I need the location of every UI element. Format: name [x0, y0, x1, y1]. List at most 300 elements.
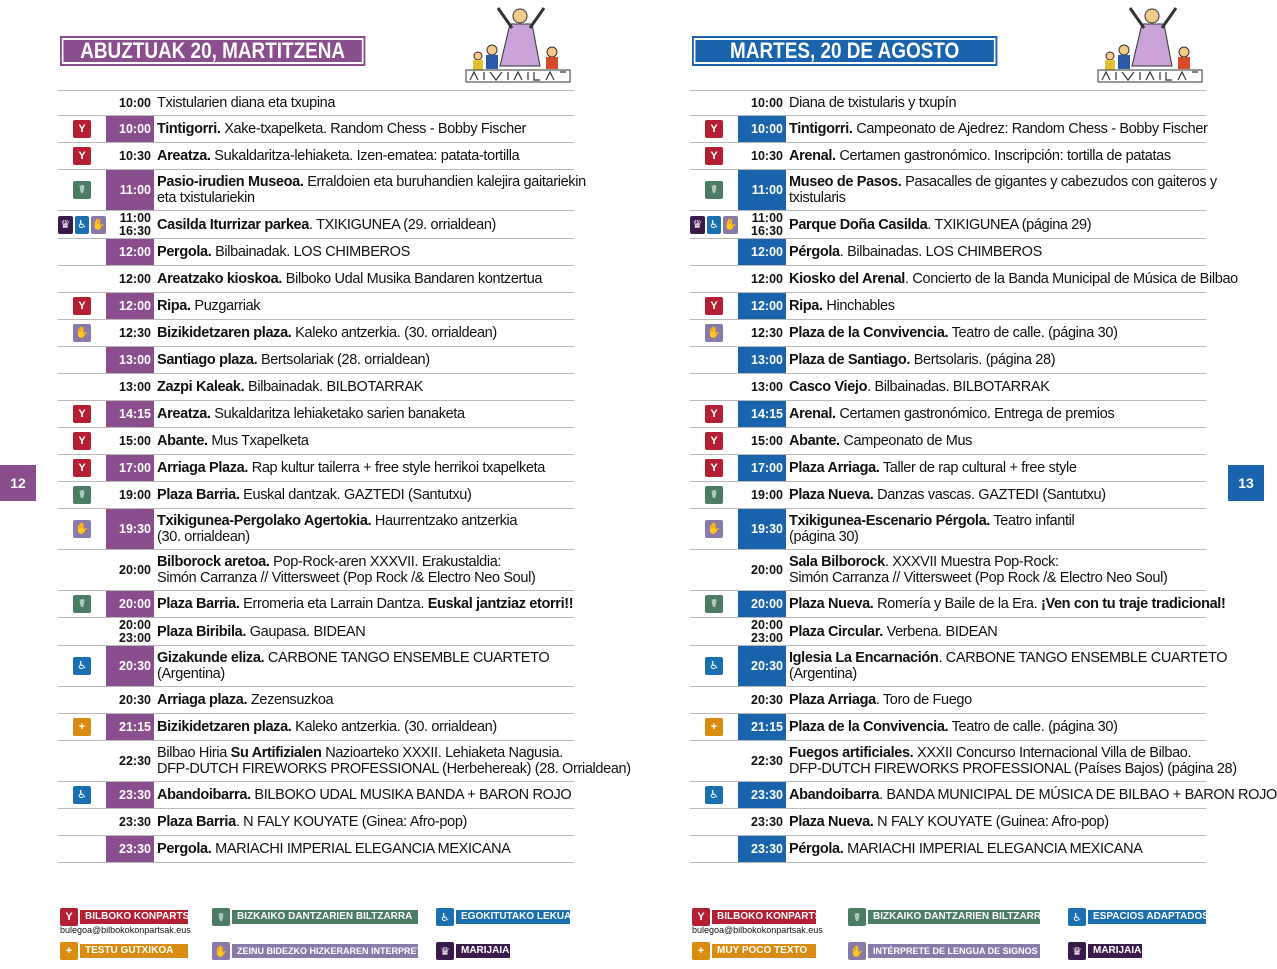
- konpartsak-icon: Y: [705, 405, 723, 423]
- row-icons: [58, 550, 106, 590]
- time-value: 12:00: [119, 271, 151, 286]
- legend-zeinu: ✋ ZEINU BIDEZKO HIZKERAREN INTERPRETEA: [212, 942, 418, 960]
- event-place: Bizikidetzaren plaza.: [157, 719, 292, 735]
- row-icons: [58, 143, 106, 169]
- event-description: [154, 836, 574, 862]
- event-description: [154, 741, 631, 781]
- event-description: [154, 809, 574, 835]
- event-text: Verbena. BIDEAN: [882, 623, 998, 640]
- right-page: [632, 0, 1277, 969]
- sign-language-icon: ✋: [91, 216, 106, 234]
- row-icons: [690, 836, 738, 862]
- konpartsak-icon: Y: [73, 405, 91, 423]
- event-time: [738, 293, 786, 319]
- row-icons: [690, 116, 738, 142]
- event-time: [738, 687, 786, 713]
- legend-row-2: [692, 942, 1142, 960]
- row-icons: [690, 143, 738, 169]
- event-time: [738, 428, 786, 454]
- event-text: Sukaldaritza lehiaketako sarien banaketa: [210, 406, 465, 422]
- time-value: 10:30: [119, 148, 151, 163]
- time-value: 23:30: [119, 787, 151, 802]
- table-row: [58, 646, 574, 687]
- row-icons: [690, 591, 738, 617]
- row-icons: [690, 687, 738, 713]
- legend-testu: + TESTU GUTXIKOA: [60, 942, 188, 960]
- row-icons: [58, 836, 106, 862]
- event-text-line2: DFP-DUTCH FIREWORKS PROFESSIONAL (Países Bajos) (página 28): [789, 761, 1237, 777]
- event-time: [106, 374, 154, 400]
- event-time: [738, 374, 786, 400]
- event-text: Campeonato de Ajedrez: Random Chess - Bobby Fischer: [852, 121, 1208, 137]
- event-description: [786, 455, 1206, 481]
- dantzari-icon: ☤: [73, 181, 91, 199]
- row-icons: [690, 91, 738, 115]
- event-text: Sukaldaritza-lehiaketa. Izen-ematea: patata-tortilla: [210, 148, 520, 164]
- table-row: [690, 618, 1206, 646]
- event-place: Pergola.: [157, 841, 212, 857]
- row-icons: [58, 170, 106, 210]
- row-icons: [58, 347, 106, 373]
- event-description: [786, 809, 1206, 835]
- table-row: [690, 455, 1206, 482]
- row-icons: [58, 646, 106, 686]
- page-number: 13: [1228, 465, 1264, 501]
- event-text: Erromeria eta Larrain Dantza.: [239, 596, 428, 612]
- event-text: N FALY KOUYATE (Guinea: Afro-pop): [873, 814, 1109, 830]
- table-row: [690, 509, 1206, 550]
- event-description: [786, 509, 1206, 549]
- event-place: Abandoibarra.: [157, 787, 251, 803]
- row-icons: [690, 482, 738, 508]
- row-icons: [690, 293, 738, 319]
- event-text: Pop-Rock-aren XXXVII. Erakustaldia:: [269, 554, 502, 570]
- table-row: [58, 836, 574, 863]
- page-title: ABUZTUAK 20, MARTITZENA: [60, 36, 365, 66]
- sign-language-icon: ✋: [723, 216, 738, 234]
- event-time: [106, 646, 154, 686]
- time-value: 20:30: [751, 692, 783, 707]
- event-time: [738, 170, 786, 210]
- event-text: Certamen gastronómico. Entrega de premios: [835, 406, 1115, 422]
- event-description: [154, 455, 574, 481]
- event-text-line2: (página 30): [789, 529, 859, 545]
- event-description: [154, 618, 574, 645]
- row-icons: [58, 293, 106, 319]
- konpartsak-icon: Y: [73, 120, 91, 138]
- row-icons: [58, 320, 106, 346]
- event-description: [154, 550, 574, 590]
- table-row: [58, 116, 574, 143]
- event-text: Bilbainadak. LOS CHIMBEROS: [211, 244, 410, 260]
- event-place: Areatza.: [157, 406, 211, 422]
- time-value: 12:00: [119, 298, 151, 313]
- event-text: Hinchables: [822, 298, 895, 314]
- row-icons: [690, 782, 738, 808]
- table-row: [690, 836, 1206, 863]
- dantzari-icon: ☤: [705, 595, 723, 613]
- event-place: Iglesia La Encarnación: [789, 650, 939, 666]
- event-text: . Toro de Fuego: [875, 692, 972, 708]
- event-prefix: Bilbao Hiria: [157, 745, 231, 761]
- event-time: [738, 741, 786, 781]
- event-description: [154, 782, 574, 808]
- event-description: [154, 687, 574, 713]
- event-description: [154, 211, 574, 238]
- event-place: Plaza Nueva.: [789, 487, 874, 503]
- row-icons: [58, 266, 106, 292]
- time-value: 10:00: [119, 95, 151, 110]
- time-value: 21:15: [119, 719, 151, 734]
- time-value: 19:00: [119, 487, 151, 502]
- event-description: [154, 714, 574, 740]
- table-row: [690, 293, 1206, 320]
- legend-egokitutako: ♿ EGOKITUTAKO LEKUAK: [436, 908, 570, 926]
- table-row: [58, 455, 574, 482]
- row-icons: [690, 239, 738, 265]
- time-value: 16:30: [751, 223, 783, 238]
- legend-dantzari: ☤ BIZKAIKO DANTZARIEN BILTZARRA: [212, 908, 418, 926]
- page-title: MARTES, 20 DE AGOSTO: [692, 36, 997, 66]
- row-icons: [690, 714, 738, 740]
- easy-read-icon: +: [705, 718, 723, 736]
- time-value: 11:00: [751, 210, 783, 225]
- table-row: [58, 428, 574, 455]
- sign-language-icon: ✋: [848, 942, 866, 960]
- event-text: . Concierto de la Banda Municipal de Música de Bilbao: [905, 271, 1238, 287]
- event-description: [786, 91, 1206, 115]
- time-value: 13:00: [751, 352, 783, 367]
- konpartsak-icon: Y: [60, 908, 78, 926]
- event-place: Tintigorri.: [157, 121, 221, 137]
- konpartsak-icon: Y: [73, 297, 91, 315]
- row-icons: [690, 320, 738, 346]
- event-description: [154, 293, 574, 319]
- event-time: [106, 836, 154, 862]
- sign-language-icon: ✋: [705, 520, 723, 538]
- event-place: Fuegos artificiales.: [789, 745, 914, 761]
- table-row: [58, 782, 574, 809]
- event-text: Campeonato de Mus: [839, 433, 973, 449]
- event-place: Bizikidetzaren plaza.: [157, 325, 292, 341]
- event-description: [786, 401, 1206, 427]
- row-icons: [58, 211, 106, 238]
- event-time: [738, 239, 786, 265]
- event-text-line2: eta txistulariekin: [157, 190, 255, 206]
- event-description: [786, 170, 1217, 210]
- dantzari-icon: ☤: [705, 486, 723, 504]
- event-text: Txistularien diana eta txupina: [157, 95, 336, 111]
- row-icons: [690, 455, 738, 481]
- konpartsak-icon: Y: [73, 147, 91, 165]
- legend-row-1: [692, 908, 1209, 926]
- time-value: 13:00: [751, 379, 783, 394]
- time-value: 19:00: [751, 487, 783, 502]
- event-highlight: Euskal jantziaz etorri!!: [427, 596, 574, 612]
- marijaia-icon: ♛: [436, 942, 454, 960]
- event-place: Ripa.: [157, 298, 191, 314]
- legend-egokitutako: ♿ ESPACIOS ADAPTADOS: [1068, 908, 1206, 926]
- event-place: Pérgola.: [789, 841, 844, 857]
- legend-row-2: [60, 942, 510, 960]
- event-text: . TXIKIGUNEA (29. orrialdean): [308, 216, 497, 233]
- row-icons: [58, 782, 106, 808]
- table-row: [690, 591, 1226, 618]
- event-description: [786, 591, 1225, 617]
- row-icons: [58, 374, 106, 400]
- event-place: Plaza Barria.: [157, 487, 240, 503]
- row-icons: [690, 509, 738, 549]
- event-time: [738, 509, 786, 549]
- table-row: [58, 347, 574, 374]
- event-description: [786, 482, 1206, 508]
- event-place: Arriaga Plaza.: [157, 460, 249, 476]
- event-text: Mus Txapelketa: [207, 433, 309, 449]
- event-description: [786, 550, 1206, 590]
- row-icons: [690, 646, 738, 686]
- event-place: Plaza Biribila.: [157, 623, 247, 640]
- table-row: [58, 509, 574, 550]
- sign-language-icon: ✋: [73, 324, 91, 342]
- event-description: [786, 293, 1206, 319]
- table-row: [690, 374, 1206, 401]
- event-text: Haurrentzako antzerkia: [371, 513, 518, 529]
- table-row: [58, 239, 574, 266]
- table-row: [690, 211, 1206, 239]
- event-text: Bertsolariak (28. orrialdean): [257, 352, 430, 368]
- event-place: Txikigunea-Pergolako Agertokia.: [157, 513, 372, 529]
- row-icons: [58, 239, 106, 265]
- time-value: 19:30: [751, 521, 783, 536]
- event-description: [786, 836, 1206, 862]
- table-row: [690, 646, 1228, 687]
- event-place: Plaza Arriaga.: [789, 460, 880, 476]
- row-icons: [58, 618, 106, 645]
- legend-dantzari: ☤ BIZKAIKO DANTZARIEN BILTZARRA: [848, 908, 1040, 926]
- event-place: Arenal.: [789, 148, 836, 164]
- event-time: [106, 782, 154, 808]
- table-row: [690, 401, 1206, 428]
- event-description: [154, 591, 574, 617]
- event-description: [786, 347, 1206, 373]
- event-text: Euskal dantzak. GAZTEDI (Santutxu): [239, 487, 472, 503]
- konpartsak-icon: Y: [73, 432, 91, 450]
- event-description: [154, 91, 574, 115]
- event-time: [106, 116, 154, 142]
- time-value: 20:30: [751, 658, 783, 673]
- time-value: 10:30: [751, 148, 783, 163]
- event-description: [786, 714, 1206, 740]
- event-place: Zazpi Kaleak.: [157, 379, 245, 395]
- event-description: [786, 741, 1237, 781]
- event-description: [786, 239, 1206, 265]
- time-value: 23:30: [751, 814, 783, 829]
- event-text: Certamen gastronómico. Inscripción: tortilla de patatas: [835, 148, 1171, 164]
- event-time: [106, 91, 154, 115]
- time-value: 20:00: [751, 617, 783, 632]
- event-description: [786, 428, 1206, 454]
- wheelchair-icon: ♿: [75, 216, 90, 234]
- event-place: Areatza.: [157, 148, 211, 164]
- event-time: [106, 347, 154, 373]
- event-place: Gizakunde eliza.: [157, 650, 265, 666]
- event-description: [154, 401, 574, 427]
- event-time: [738, 836, 786, 862]
- table-row: [690, 239, 1206, 266]
- konpartsak-icon: Y: [705, 120, 723, 138]
- contact-email: bulegoa@bilbokokonpartsak.eus: [60, 925, 191, 935]
- table-row: [58, 687, 574, 714]
- event-place: Plaza de Santiago.: [789, 352, 911, 368]
- event-time: [106, 714, 154, 740]
- row-icons: [58, 809, 106, 835]
- event-time: [738, 550, 786, 590]
- event-text: Erraldoien eta buruhandien kalejira gaitariekin: [303, 174, 586, 190]
- table-row: [690, 741, 1237, 782]
- event-description: [154, 374, 574, 400]
- time-value: 12:30: [119, 325, 151, 340]
- event-time: [106, 211, 154, 238]
- event-description: [786, 646, 1227, 686]
- contact-email: bulegoa@bilbokokonpartsak.eus: [692, 925, 823, 935]
- table-row: [690, 687, 1206, 714]
- time-value: 23:00: [751, 630, 783, 645]
- easy-read-icon: +: [73, 718, 91, 736]
- marijaia-logo: [462, 4, 574, 86]
- event-time: [738, 211, 786, 238]
- konpartsak-icon: Y: [705, 459, 723, 477]
- row-icons: [690, 428, 738, 454]
- time-value: 14:15: [751, 406, 783, 421]
- konpartsak-icon: Y: [73, 459, 91, 477]
- row-icons: [690, 170, 738, 210]
- time-value: 22:30: [119, 753, 151, 768]
- time-value: 15:00: [751, 433, 783, 448]
- event-text: . Bilbainadas. LOS CHIMBEROS: [839, 244, 1042, 260]
- time-value: 19:30: [119, 521, 151, 536]
- table-row: [58, 618, 574, 646]
- event-description: [786, 618, 1206, 645]
- event-description: [154, 266, 574, 292]
- event-time: [106, 550, 154, 590]
- table-row: [690, 809, 1206, 836]
- event-place: Plaza Circular.: [789, 623, 883, 640]
- table-row: [58, 90, 574, 116]
- event-place: Plaza de la Convivencia.: [789, 325, 949, 341]
- event-place: Plaza Barria.: [157, 596, 240, 612]
- table-row: [58, 809, 574, 836]
- event-text: Kaleko antzerkia. (30. orrialdean): [291, 325, 497, 341]
- event-place: Su Artifizialen: [230, 745, 322, 761]
- event-place: Pasio-irudien Museoa.: [157, 174, 304, 190]
- event-time: [738, 618, 786, 645]
- event-text: Bertsolaris. (página 28): [910, 352, 1056, 368]
- event-text-line2: DFP-DUTCH FIREWORKS PROFESSIONAL (Herbehereak) (28. Orrialdean): [157, 761, 631, 777]
- event-time: [106, 687, 154, 713]
- event-text: Taller de rap cultural + free style: [879, 460, 1077, 476]
- legend-konpartsak: Y BILBOKO KONPARTSAK: [60, 908, 188, 926]
- time-value: 17:00: [119, 460, 151, 475]
- row-icons: [58, 116, 106, 142]
- event-time: [738, 401, 786, 427]
- event-time: [106, 170, 154, 210]
- legend-marijaia: ♛ MARIJAIA: [1068, 942, 1142, 960]
- easy-read-icon: +: [692, 942, 710, 960]
- time-value: 23:00: [119, 630, 151, 645]
- event-place: Bilborock aretoa.: [157, 554, 270, 570]
- time-value: 17:00: [751, 460, 783, 475]
- event-time: [738, 782, 786, 808]
- event-place: Abandoibarra: [789, 787, 880, 803]
- event-text-line2: Simón Carranza // Vittersweet (Pop Rock /& Electro Neo Soul): [789, 570, 1168, 586]
- event-place: Arriaga plaza.: [157, 692, 248, 708]
- time-value: 22:30: [751, 753, 783, 768]
- event-text: . TXIKIGUNEA (página 29): [927, 216, 1092, 233]
- wheelchair-icon: ♿: [1068, 908, 1086, 926]
- event-place: Casilda Iturrizar parkea: [157, 216, 309, 233]
- event-place: Abante.: [157, 433, 208, 449]
- event-place: Abante.: [789, 433, 840, 449]
- row-icons: [690, 618, 738, 645]
- event-place: Plaza Nueva.: [789, 596, 874, 612]
- time-value: 20:30: [119, 658, 151, 673]
- sign-language-icon: ✋: [73, 520, 91, 538]
- event-time: [738, 809, 786, 835]
- event-time: [106, 320, 154, 346]
- event-description: [786, 782, 1277, 808]
- row-icons: [58, 482, 106, 508]
- event-time: [106, 143, 154, 169]
- wheelchair-icon: ♿: [436, 908, 454, 926]
- wheelchair-icon: ♿: [705, 786, 723, 804]
- table-row: [58, 482, 574, 509]
- table-row: [58, 401, 574, 428]
- event-text-line2: Simón Carranza // Vittersweet (Pop Rock /& Electro Neo Soul): [157, 570, 536, 586]
- event-description: [154, 170, 586, 210]
- event-description: [786, 374, 1206, 400]
- event-text: Romería y Baile de la Era.: [873, 596, 1041, 612]
- table-row: [58, 293, 574, 320]
- table-row: [690, 482, 1206, 509]
- konpartsak-icon: Y: [692, 908, 710, 926]
- event-description: [154, 143, 574, 169]
- event-text: . XXXVII Muestra Pop-Rock:: [884, 554, 1059, 570]
- time-value: 12:00: [751, 271, 783, 286]
- event-description: [154, 509, 574, 549]
- event-description: [786, 211, 1206, 238]
- table-row: [58, 266, 574, 293]
- table-row: [690, 266, 1238, 293]
- event-description: [786, 320, 1206, 346]
- table-row: [690, 782, 1277, 809]
- row-icons: [58, 591, 106, 617]
- event-place: Arenal.: [789, 406, 836, 422]
- event-text: . Bilbainadas. BILBOTARRAK: [867, 379, 1050, 395]
- time-value: 12:00: [751, 244, 783, 259]
- dantzari-icon: ☤: [212, 908, 230, 926]
- event-text: Puzgarriak: [190, 298, 261, 314]
- event-text-line2: txistularis: [789, 190, 846, 206]
- event-place: Pérgola: [789, 244, 840, 260]
- time-value: 12:30: [751, 325, 783, 340]
- row-icons: [58, 741, 106, 781]
- legend-marijaia: ♛ MARIJAIA: [436, 942, 510, 960]
- event-time: [738, 455, 786, 481]
- easy-read-icon: +: [60, 942, 78, 960]
- event-text: Teatro de calle. (página 30): [948, 719, 1118, 735]
- event-text: Danzas vascas. GAZTEDI (Santutxu): [873, 487, 1106, 503]
- event-time: [106, 741, 154, 781]
